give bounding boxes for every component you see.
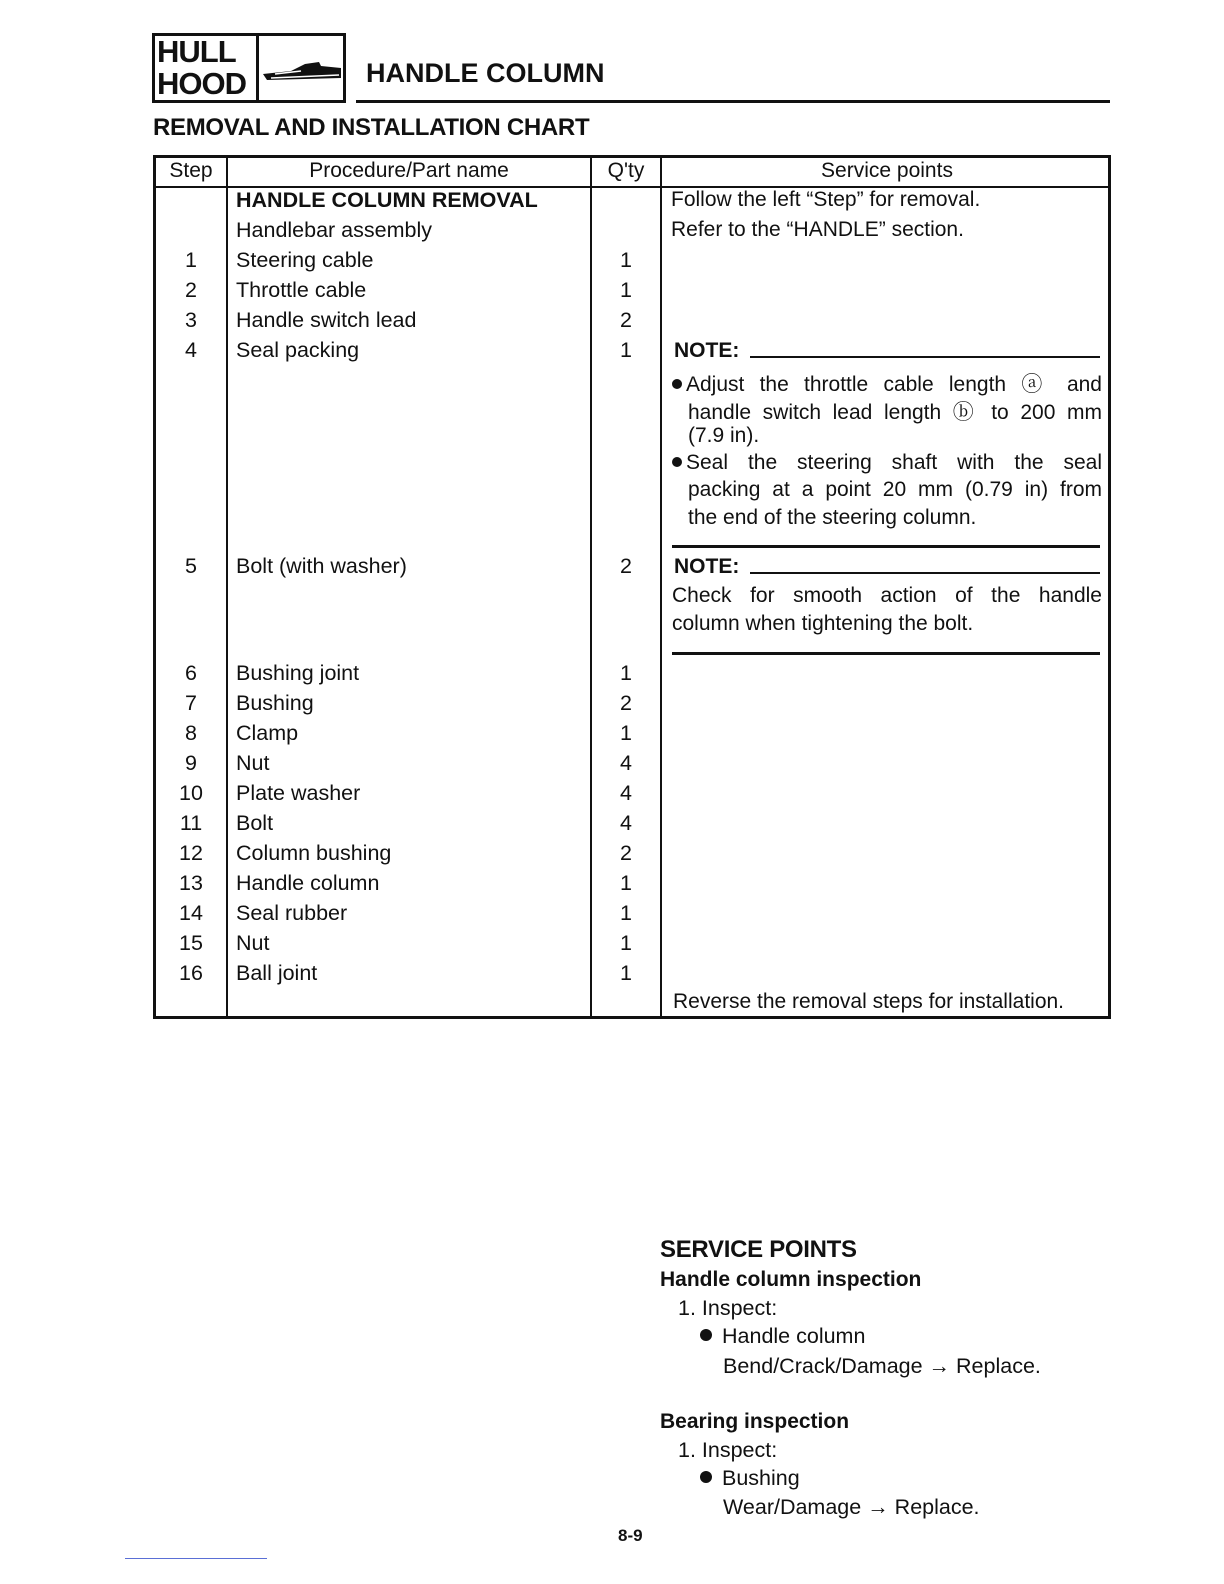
- step-number: 11: [179, 811, 203, 835]
- note-bullet-2: [672, 451, 1102, 475]
- quantity: 1: [620, 278, 632, 302]
- step-number: 1: [185, 248, 197, 272]
- quantity: 4: [620, 811, 632, 835]
- step-number: 15: [179, 931, 203, 955]
- service-reverse-text: Reverse the removal steps for installation.: [673, 990, 1065, 1013]
- note-label: NOTE:: [674, 339, 740, 362]
- step-number: 3: [185, 308, 197, 332]
- page-title: HANDLE COLUMN: [366, 58, 605, 88]
- quantity: 2: [620, 691, 632, 715]
- note-line: column when tightening the bolt.: [672, 612, 974, 635]
- section-badge: [152, 33, 346, 103]
- part-name: Nut: [236, 931, 270, 955]
- title-rule: [356, 100, 1110, 103]
- step-number: 13: [179, 871, 203, 895]
- note-end-rule: [672, 545, 1100, 548]
- part-name: Nut: [236, 751, 270, 775]
- column-divider: [226, 158, 228, 1016]
- part-name: Handle column: [236, 871, 380, 895]
- note-line: Adjust the throttle cable length ⓐ and: [672, 368, 1102, 398]
- part-name: Plate washer: [236, 781, 361, 805]
- step-number: 6: [185, 661, 197, 685]
- header-service-points: Service points: [821, 159, 953, 182]
- note-line: Seal the steering shaft with the seal: [672, 451, 1102, 475]
- note-line: Check for smooth action of the handle: [672, 584, 1102, 607]
- part-name: Handle switch lead: [236, 308, 417, 332]
- service-follow-text: Follow the left “Step” for removal.: [671, 188, 981, 211]
- quantity: 1: [620, 961, 632, 985]
- step-number: 10: [179, 781, 203, 805]
- inspection-detail: Wear/Damage → Replace.: [723, 1495, 980, 1519]
- part-name: Bushing: [236, 691, 314, 715]
- quantity: 1: [620, 901, 632, 925]
- footer-link-line: [125, 1558, 267, 1559]
- watercraft-icon: [261, 54, 343, 84]
- header-qty: Q'ty: [607, 159, 645, 182]
- quantity: 1: [620, 248, 632, 272]
- badge-line-2: HOOD: [157, 66, 246, 101]
- badge-line-1: HULL: [157, 34, 236, 69]
- part-name: Throttle cable: [236, 278, 367, 302]
- note-line: handle switch lead length ⓑ to 200 mm: [688, 401, 1102, 424]
- badge-text: [155, 36, 259, 100]
- step-number: 16: [179, 961, 203, 985]
- step-number: 12: [179, 841, 203, 865]
- page-number: 8-9: [618, 1526, 643, 1545]
- part-name: Bushing joint: [236, 661, 360, 685]
- note-underline: [750, 572, 1100, 574]
- inspection-item: Handle column: [700, 1324, 865, 1349]
- part-name: Seal packing: [236, 338, 360, 362]
- step-number: 7: [185, 691, 197, 715]
- quantity: 2: [620, 841, 632, 865]
- part-name: Column bushing: [236, 841, 392, 865]
- quantity: 1: [620, 871, 632, 895]
- chart-title: REMOVAL AND INSTALLATION CHART: [153, 114, 590, 141]
- bullet-icon: [672, 379, 682, 389]
- instruction-step: 1. Inspect:: [678, 1296, 778, 1320]
- part-name: Ball joint: [236, 961, 318, 985]
- quantity: 1: [620, 931, 632, 955]
- subsection-title: Bearing inspection: [660, 1410, 850, 1433]
- note-underline: [750, 356, 1100, 358]
- inspection-detail: Bend/Crack/Damage → Replace.: [723, 1354, 1041, 1378]
- quantity: 2: [620, 554, 632, 578]
- part-name: Clamp: [236, 721, 299, 745]
- note-line: (7.9 in).: [688, 424, 760, 447]
- quantity: 1: [620, 721, 632, 745]
- part-name: Handlebar assembly: [236, 218, 432, 242]
- part-name: Bolt (with washer): [236, 554, 407, 578]
- step-number: 9: [185, 751, 197, 775]
- note-line: the end of the steering column.: [688, 506, 977, 529]
- note-line: packing at a point 20 mm (0.79 in) from: [688, 478, 1102, 501]
- instruction-step: 1. Inspect:: [678, 1438, 778, 1462]
- part-name: Bolt: [236, 811, 274, 835]
- section-title: HANDLE COLUMN REMOVAL: [236, 188, 538, 212]
- quantity: 1: [620, 661, 632, 685]
- header-step: Step: [169, 159, 213, 182]
- bullet-icon: [700, 1329, 712, 1341]
- note-bullet-1: [672, 368, 1102, 398]
- step-number: 5: [185, 554, 197, 578]
- quantity: 2: [620, 308, 632, 332]
- part-name: Seal rubber: [236, 901, 348, 925]
- subsection-title: Handle column inspection: [660, 1268, 922, 1291]
- quantity: 4: [620, 781, 632, 805]
- bullet-icon: [700, 1471, 712, 1483]
- step-number: 4: [185, 338, 197, 362]
- column-divider: [660, 158, 662, 1016]
- step-number: 8: [185, 721, 197, 745]
- header-part-name: Procedure/Part name: [309, 159, 509, 182]
- note-end-rule: [672, 652, 1100, 655]
- inspection-item: Bushing: [700, 1466, 800, 1491]
- service-points-heading: SERVICE POINTS: [660, 1236, 857, 1263]
- step-number: 14: [179, 901, 203, 925]
- part-name: Steering cable: [236, 248, 374, 272]
- step-number: 2: [185, 278, 197, 302]
- note-label: NOTE:: [674, 555, 740, 578]
- bullet-icon: [672, 457, 682, 467]
- quantity: 1: [620, 338, 632, 362]
- removal-installation-table: [153, 155, 1111, 1019]
- service-refer-text: Refer to the “HANDLE” section.: [671, 218, 964, 241]
- quantity: 4: [620, 751, 632, 775]
